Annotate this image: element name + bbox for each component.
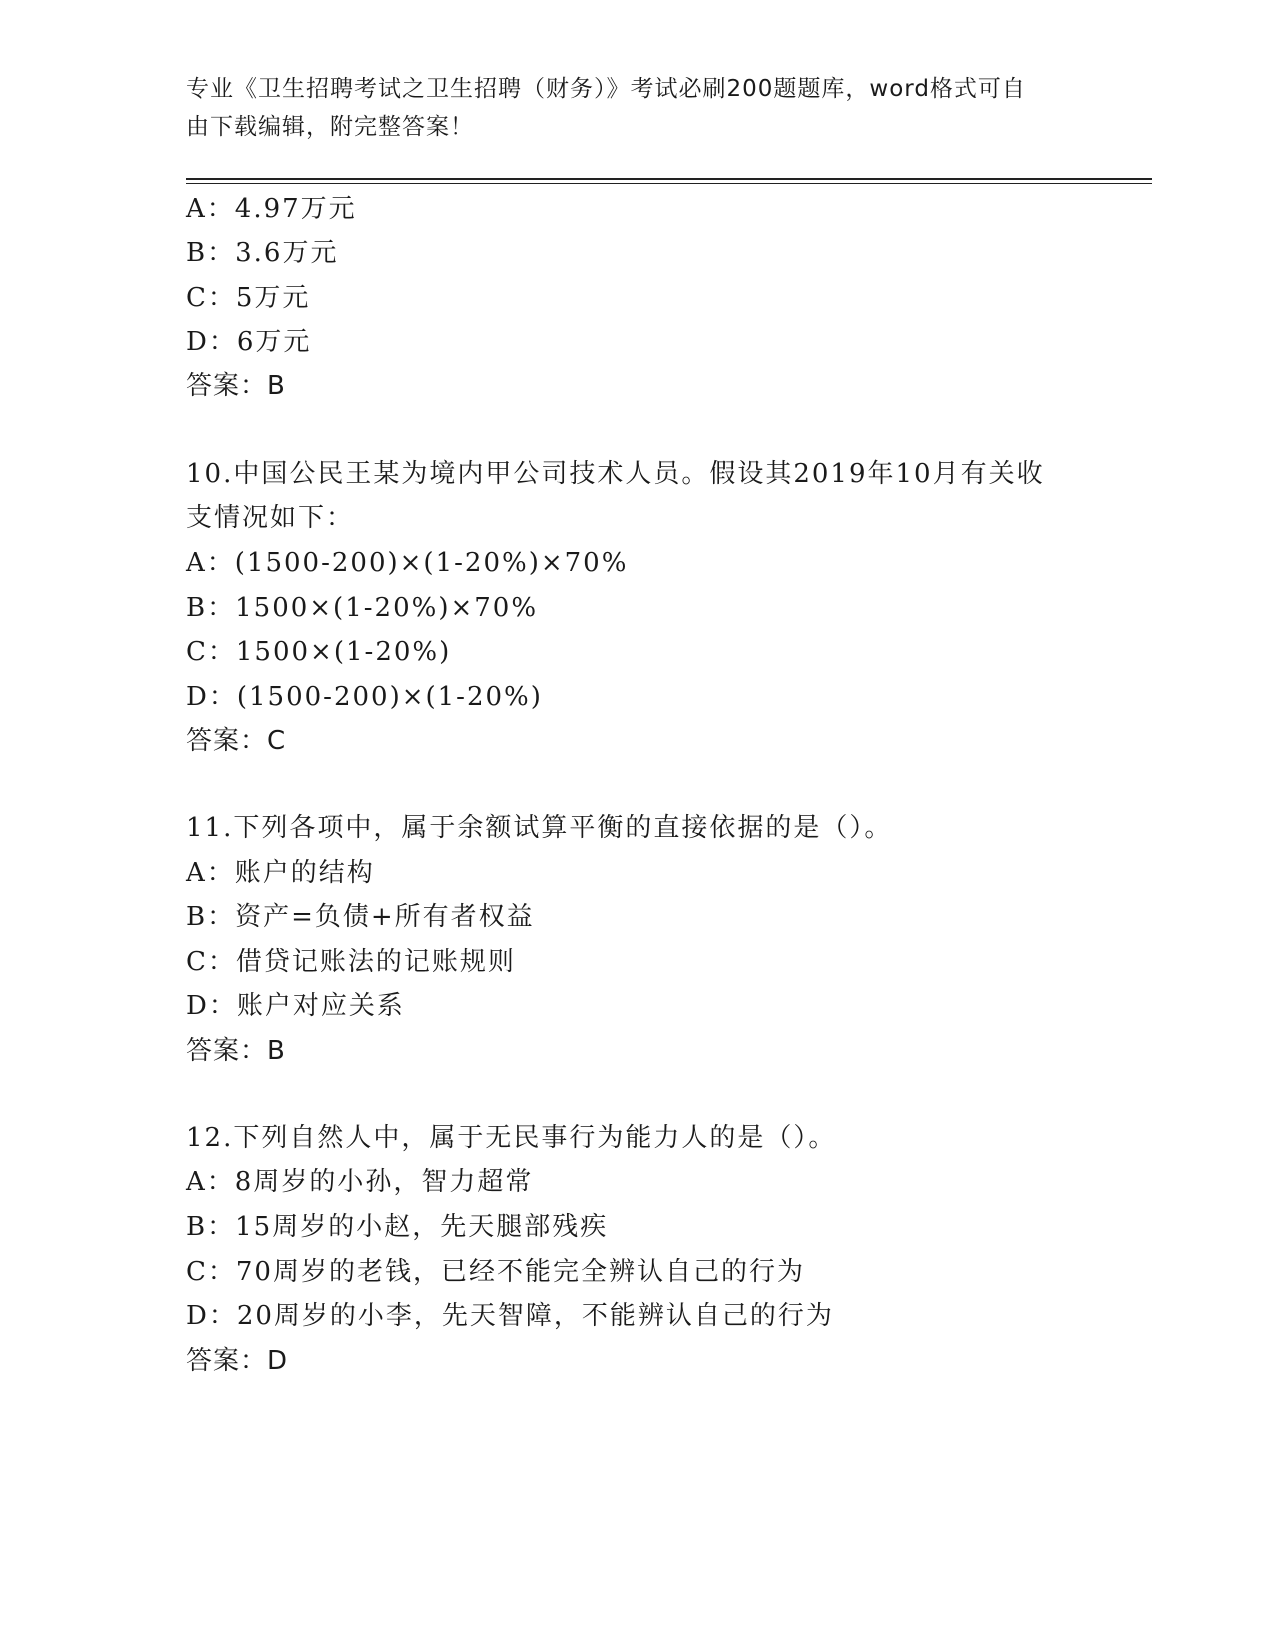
header-line-1: 专业《卫生招聘考试之卫生招聘（财务）》考试必刷200题题库，word格式可自 xyxy=(186,76,1026,102)
q11-answer: 答案：B xyxy=(186,1036,286,1066)
q10-option-b: B：1500×(1-20%)×70% xyxy=(186,593,539,623)
q9-option-c: C：5万元 xyxy=(186,283,311,313)
q12-option-b: B：15周岁的小赵，先天腿部残疾 xyxy=(186,1212,609,1242)
document-header xyxy=(186,70,1086,146)
q12-option-a: A：8周岁的小孙，智力超常 xyxy=(186,1167,534,1197)
q12-option-d: D：20周岁的小李，先天智障，不能辨认自己的行为 xyxy=(186,1301,834,1331)
q10-stem-line-2: 支情况如下： xyxy=(186,503,355,533)
q9-option-b: B：3.6万元 xyxy=(186,238,339,268)
q11-option-d: D：账户对应关系 xyxy=(186,991,405,1021)
q9-answer: 答案：B xyxy=(186,371,286,401)
q10-option-a: A：(1500-200)×(1-20%)×70% xyxy=(186,548,629,578)
header-divider-thick xyxy=(186,178,1152,180)
header-line-2: 由下载编辑，附完整答案！ xyxy=(186,114,474,140)
q9-option-d: D：6万元 xyxy=(186,327,312,357)
q10-stem-line-1: 10.中国公民王某为境内甲公司技术人员。假设其2019年10月有关收 xyxy=(186,459,1045,489)
q10-option-d: D：(1500-200)×(1-20%) xyxy=(186,682,543,712)
q12-option-c: C：70周岁的老钱，已经不能完全辨认自己的行为 xyxy=(186,1257,805,1287)
q11-option-c: C：借贷记账法的记账规则 xyxy=(186,947,516,977)
q11-stem: 11.下列各项中，属于余额试算平衡的直接依据的是（）。 xyxy=(186,813,893,843)
q12-answer: 答案：D xyxy=(186,1346,289,1376)
q11-option-a: A：账户的结构 xyxy=(186,858,375,888)
q11-option-b: B：资产=负债+所有者权益 xyxy=(186,902,535,932)
q10-option-c: C：1500×(1-20%) xyxy=(186,637,452,667)
header-divider-thin xyxy=(186,183,1152,184)
q12-stem: 12.下列自然人中，属于无民事行为能力人的是（）。 xyxy=(186,1123,837,1153)
q10-answer: 答案：C xyxy=(186,726,287,756)
q9-option-a: A：4.97万元 xyxy=(186,194,357,224)
